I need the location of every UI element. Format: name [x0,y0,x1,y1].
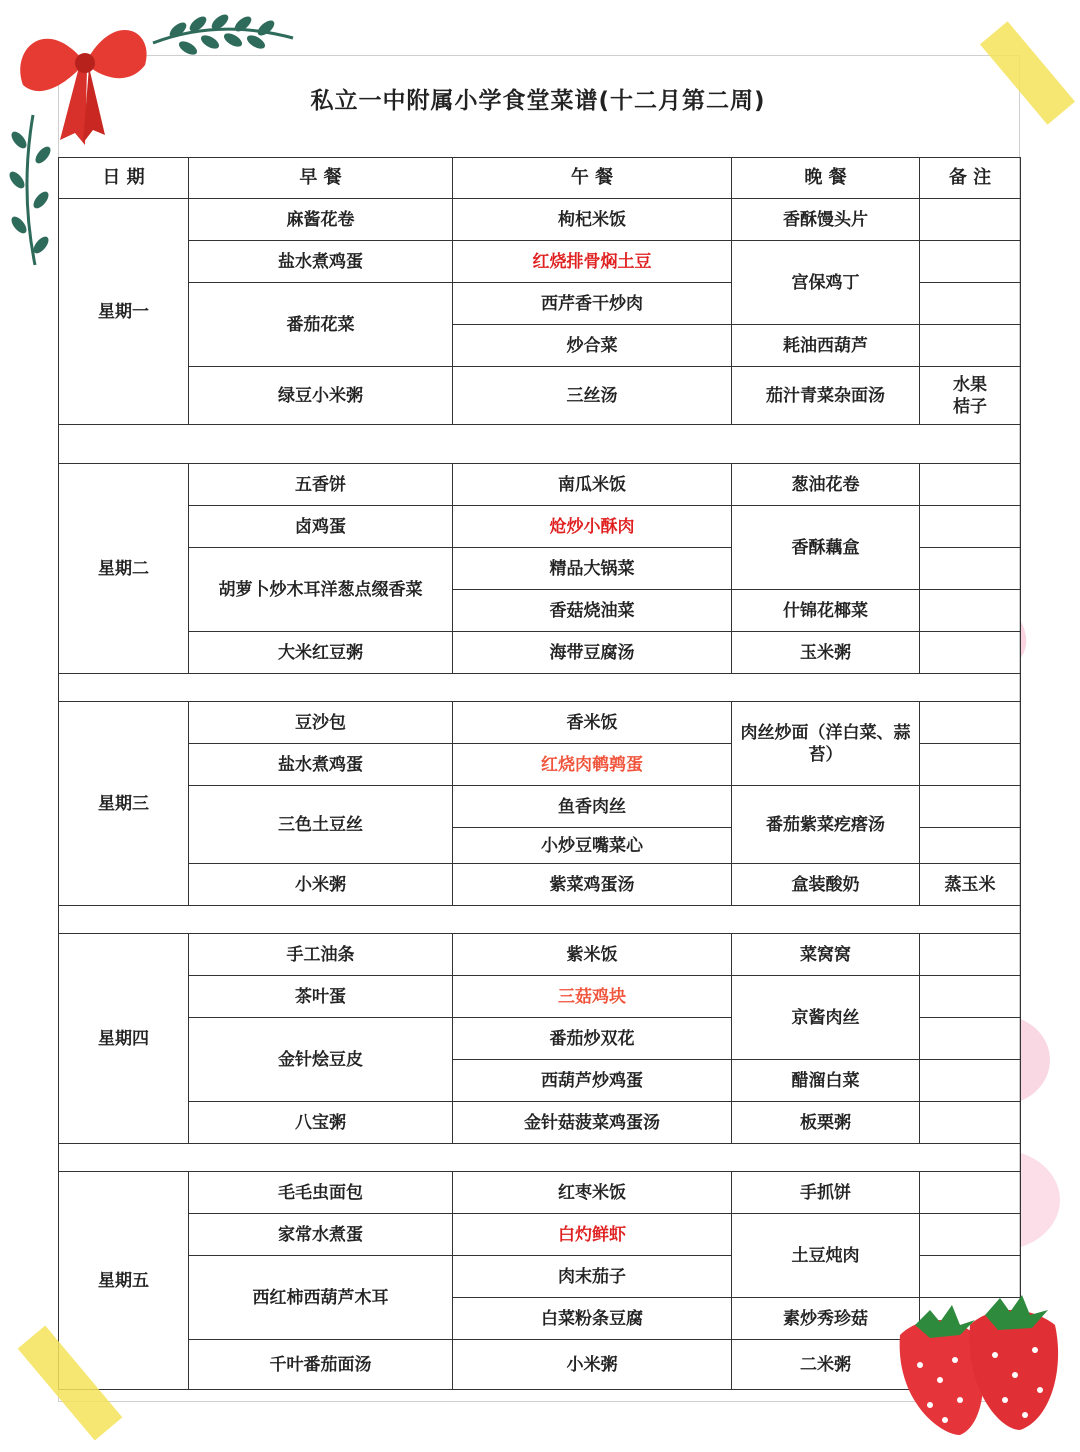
header-breakfast: 早 餐 [189,158,453,199]
dinner-item: 宫保鸡丁 [732,241,920,325]
spacer-cell [59,906,1021,934]
breakfast-item: 小米粥 [189,864,453,906]
strawberry-icon [890,1290,1070,1440]
note-cell [920,1102,1021,1144]
day-label: 星期五 [59,1172,189,1390]
breakfast-item: 番茄花菜 [189,283,453,367]
note-cell [920,632,1021,674]
dinner-item: 玉米粥 [732,632,920,674]
table-row [59,934,1021,976]
lunch-item-highlight: 三菇鸡块 [453,976,732,1018]
table-row [59,241,1021,283]
breakfast-item: 西红柿西葫芦木耳 [189,1256,453,1340]
dinner-item: 板栗粥 [732,1102,920,1144]
note-cell [920,1172,1021,1214]
spacer-row [59,906,1021,934]
note-cell [920,283,1021,325]
lunch-item: 炒合菜 [453,325,732,367]
lunch-item: 鱼香肉丝 [453,786,732,828]
dinner-item: 素炒秀珍菇 [732,1298,920,1340]
lunch-item: 金针菇菠菜鸡蛋汤 [453,1102,732,1144]
note-cell [920,1214,1021,1256]
table-row [59,367,1021,425]
breakfast-item: 大米红豆粥 [189,632,453,674]
table-row [59,1214,1021,1256]
lunch-item: 白菜粉条豆腐 [453,1298,732,1340]
table-row [59,864,1021,906]
dinner-item: 菜窝窝 [732,934,920,976]
breakfast-item: 豆沙包 [189,702,453,744]
dinner-item: 手抓饼 [732,1172,920,1214]
note-cell [920,548,1021,590]
breakfast-item: 绿豆小米粥 [189,367,453,425]
breakfast-item: 千叶番茄面汤 [189,1340,453,1390]
page-title: 私立一中附属小学食堂菜谱(十二月第二周) [310,88,766,114]
breakfast-item: 手工油条 [189,934,453,976]
table-row [59,199,1021,241]
dinner-item: 茄汁青菜杂面汤 [732,367,920,425]
note-cell [920,828,1021,864]
dinner-item: 香酥馒头片 [732,199,920,241]
note-text: 水果 [953,374,987,395]
spacer-row [59,674,1021,702]
header-notes: 备 注 [920,158,1021,199]
spacer-row [59,425,1021,464]
table-row [59,1172,1021,1214]
lunch-item: 枸杞米饭 [453,199,732,241]
note-text: 桔子 [953,396,987,417]
breakfast-item: 卤鸡蛋 [189,506,453,548]
breakfast-item: 盐水煮鸡蛋 [189,241,453,283]
note-cell [920,702,1021,744]
note-cell [920,786,1021,828]
note-cell [920,590,1021,632]
table-row [59,464,1021,506]
day-label: 星期四 [59,934,189,1144]
leaf-branch-icon [148,8,298,68]
note-cell [920,976,1021,1018]
header-dinner: 晚 餐 [732,158,920,199]
lunch-item: 西葫芦炒鸡蛋 [453,1060,732,1102]
lunch-item: 小炒豆嘴菜心 [453,828,732,864]
note-cell [920,1060,1021,1102]
spacer-cell [59,674,1021,702]
breakfast-item: 金针烩豆皮 [189,1018,453,1102]
breakfast-item: 三色土豆丝 [189,786,453,864]
dinner-item: 葱油花卷 [732,464,920,506]
note-cell [920,506,1021,548]
table-row [59,1340,1021,1390]
dinner-item: 什锦花椰菜 [732,590,920,632]
note-cell [920,241,1021,283]
lunch-item-highlight: 红烧排骨焖土豆 [453,241,732,283]
lunch-item: 精品大锅菜 [453,548,732,590]
dinner-item: 土豆炖肉 [732,1214,920,1298]
breakfast-item: 茶叶蛋 [189,976,453,1018]
lunch-item: 三丝汤 [453,367,732,425]
note-cell [920,1018,1021,1060]
lunch-item: 香菇烧油菜 [453,590,732,632]
breakfast-item: 五香饼 [189,464,453,506]
table-row [59,702,1021,744]
lunch-item-highlight: 红烧肉鹌鹑蛋 [453,744,732,786]
day-label: 星期一 [59,199,189,425]
breakfast-item: 麻酱花卷 [189,199,453,241]
lunch-item: 海带豆腐汤 [453,632,732,674]
dinner-item: 京酱肉丝 [732,976,920,1060]
note-cell [920,464,1021,506]
dinner-item: 肉丝炒面（洋白菜、蒜苔） [732,702,920,786]
lunch-item: 肉末茄子 [453,1256,732,1298]
dinner-item: 耗油西葫芦 [732,325,920,367]
lunch-item: 香米饭 [453,702,732,744]
lunch-item-highlight: 白灼鲜虾 [453,1214,732,1256]
spacer-cell [59,425,1021,464]
dinner-item: 香酥藕盒 [732,506,920,590]
breakfast-item: 毛毛虫面包 [189,1172,453,1214]
table-header-row [59,158,1021,199]
lunch-item: 南瓜米饭 [453,464,732,506]
note-cell [920,325,1021,367]
lunch-item: 紫菜鸡蛋汤 [453,864,732,906]
lunch-item: 红枣米饭 [453,1172,732,1214]
breakfast-item: 八宝粥 [189,1102,453,1144]
table-row [59,976,1021,1018]
lunch-item-highlight: 炝炒小酥肉 [453,506,732,548]
lunch-item: 小米粥 [453,1340,732,1390]
dinner-item: 番茄紫菜疙瘩汤 [732,786,920,864]
table-row [59,506,1021,548]
note-cell [920,744,1021,786]
note-cell [920,367,1021,425]
menu-table [58,157,1021,1390]
leaf-branch-vertical-icon [5,110,55,270]
dinner-item: 盒装酸奶 [732,864,920,906]
lunch-item: 西芹香干炒肉 [453,283,732,325]
dinner-item: 二米粥 [732,1340,920,1390]
note-text: 蒸玉米 [920,864,1021,906]
breakfast-item: 胡萝卜炒木耳洋葱点缀香菜 [189,548,453,632]
note-cell [920,934,1021,976]
spacer-row [59,1144,1021,1172]
day-label: 星期二 [59,464,189,674]
spacer-cell [59,1144,1021,1172]
dinner-item: 醋溜白菜 [732,1060,920,1102]
note-cell [920,199,1021,241]
table-row [59,1102,1021,1144]
table-row [59,632,1021,674]
table-row [59,786,1021,828]
lunch-item: 番茄炒双花 [453,1018,732,1060]
lunch-item: 紫米饭 [453,934,732,976]
header-lunch: 午 餐 [453,158,732,199]
day-label: 星期三 [59,702,189,906]
header-date: 日 期 [59,158,189,199]
breakfast-item: 盐水煮鸡蛋 [189,744,453,786]
breakfast-item: 家常水煮蛋 [189,1214,453,1256]
